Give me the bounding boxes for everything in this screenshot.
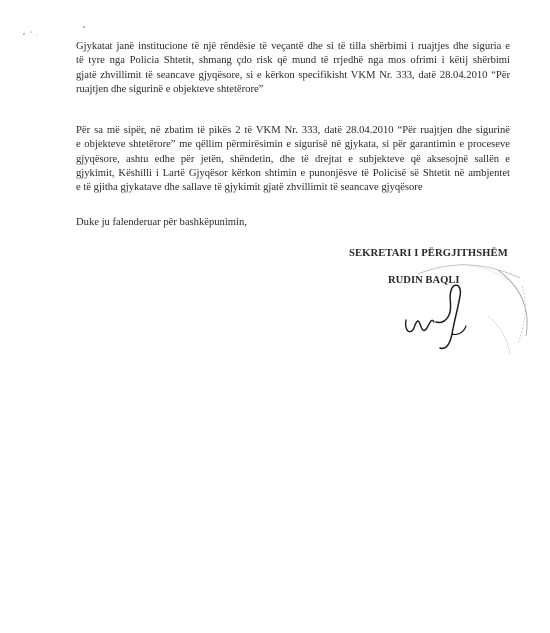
paragraph-line: e objekteve shtetërore” me qëllim përmirësimin e sigurisë në gjykata, si për garantimin e proceseve [76,139,510,151]
paragraph-line: ruajtjen dhe sigurinë e objekteve shtetërore” [76,83,264,95]
closing-line: Duke ju falenderuar për bashkëpunimin, [76,217,247,228]
paragraph-line: gjykimit, Këshilli i Lartë Gjyqësor kërkon shtimin e punonjësve të Policisë së Shtetit në ambjentet [76,167,510,179]
paragraph-line: e të gjitha gjykatave dhe sallave të gjykimit gjatë zhvillimit të seancave gjyqësore [76,182,423,194]
signatory-name: RUDIN BAQLI [388,275,460,286]
paragraph-police-security [76,40,510,97]
scan-speck-marks [20,22,90,38]
paragraph-request [76,124,510,195]
paragraph-line: të tyre nga Policia Shtetit, shmang çdo risk që mund të rrjedhë nga mos ofrimi i këtij shërbimi [76,55,510,67]
paragraph-line: Gjykatat janë institucione të një rëndësie të veçantë dhe si të tilla shërbimi i ruajtjes dhe siguria e [76,41,510,52]
handwritten-signature [392,278,482,358]
paragraph-line: gjatë zhvillimit të seancave gjyqësore, si e kërkon specifikisht VKM Nr. 333, datë 28.04.2010 “Për [76,69,510,81]
paragraph-line: Për sa më sipër, në zbatim të pikës 2 të VKM Nr. 333, datë 28.04.2010 “Për ruajtjen dhe sigurinë [76,125,510,136]
signatory-title: SEKRETARI I PËRGJITHSHËM [349,248,508,259]
paragraph-line: gjyqësore, ashtu edhe për jetën, shëndetin, dhe të drejtat e subjekteve që aksesojnë sallën e [76,153,510,165]
